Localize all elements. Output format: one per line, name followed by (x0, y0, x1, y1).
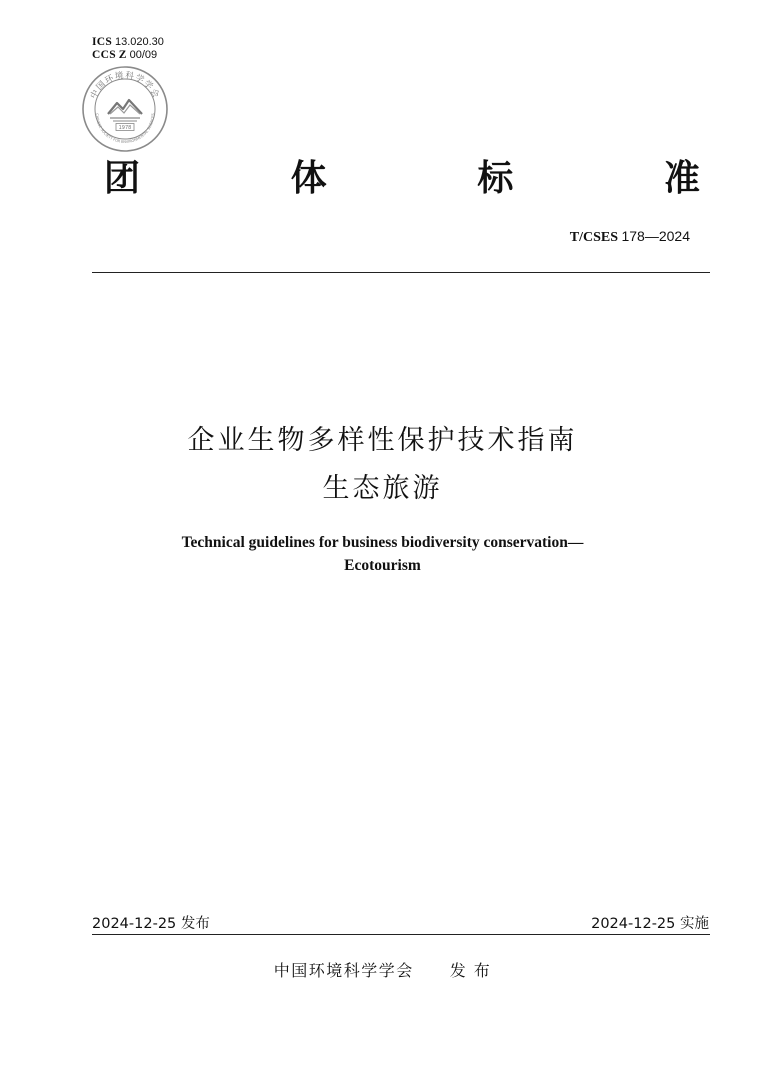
title-zh-line2: 生态旅游 (322, 473, 443, 504)
publisher-name: 中国环境科学学会 (273, 961, 414, 980)
logo-ring-bottom: CHINESE SOCIETY FOR ENVIRONMENTAL SCIENCES (94, 113, 156, 145)
implement-date: 2024-12-25 实施 (591, 916, 709, 932)
title-char: 体 (290, 157, 327, 199)
title-zh-line1: 企业生物多样性保护技术指南 (187, 425, 578, 456)
ics-label: ICS (92, 36, 113, 48)
standard-number (570, 228, 690, 246)
svg-text:中国环境科学学会 (88, 70, 162, 101)
standard-prefix: T/CSES (569, 230, 618, 245)
title-char: 团 (104, 157, 141, 199)
standard-code: 178—2024 (621, 228, 690, 244)
classification-codes (92, 36, 164, 62)
issue-date: 2024-12-25 发布 (92, 916, 210, 932)
title-char: 准 (663, 157, 700, 199)
logo-year: 1978 (118, 125, 132, 131)
header-divider (92, 272, 710, 273)
ccs-letter: Z (118, 49, 127, 61)
ccs-line (92, 49, 164, 62)
society-seal-icon (80, 64, 170, 154)
standard-type-title (104, 150, 700, 200)
footer-divider (92, 934, 710, 935)
ccs-value: 00/09 (129, 49, 158, 61)
ics-value: 13.020.30 (114, 36, 164, 48)
ics-line (92, 36, 164, 49)
ccs-label: CCS (92, 49, 116, 61)
logo-ring-top: 中国环境科学学会 (88, 70, 162, 101)
title-en-line2: Ecotourism (344, 557, 421, 574)
publisher-action: 发 布 (449, 961, 492, 980)
publisher-line (0, 958, 765, 981)
title-char: 标 (477, 157, 514, 199)
title-en-line1: Technical guidelines for business biodiversity conservation— (181, 534, 584, 551)
